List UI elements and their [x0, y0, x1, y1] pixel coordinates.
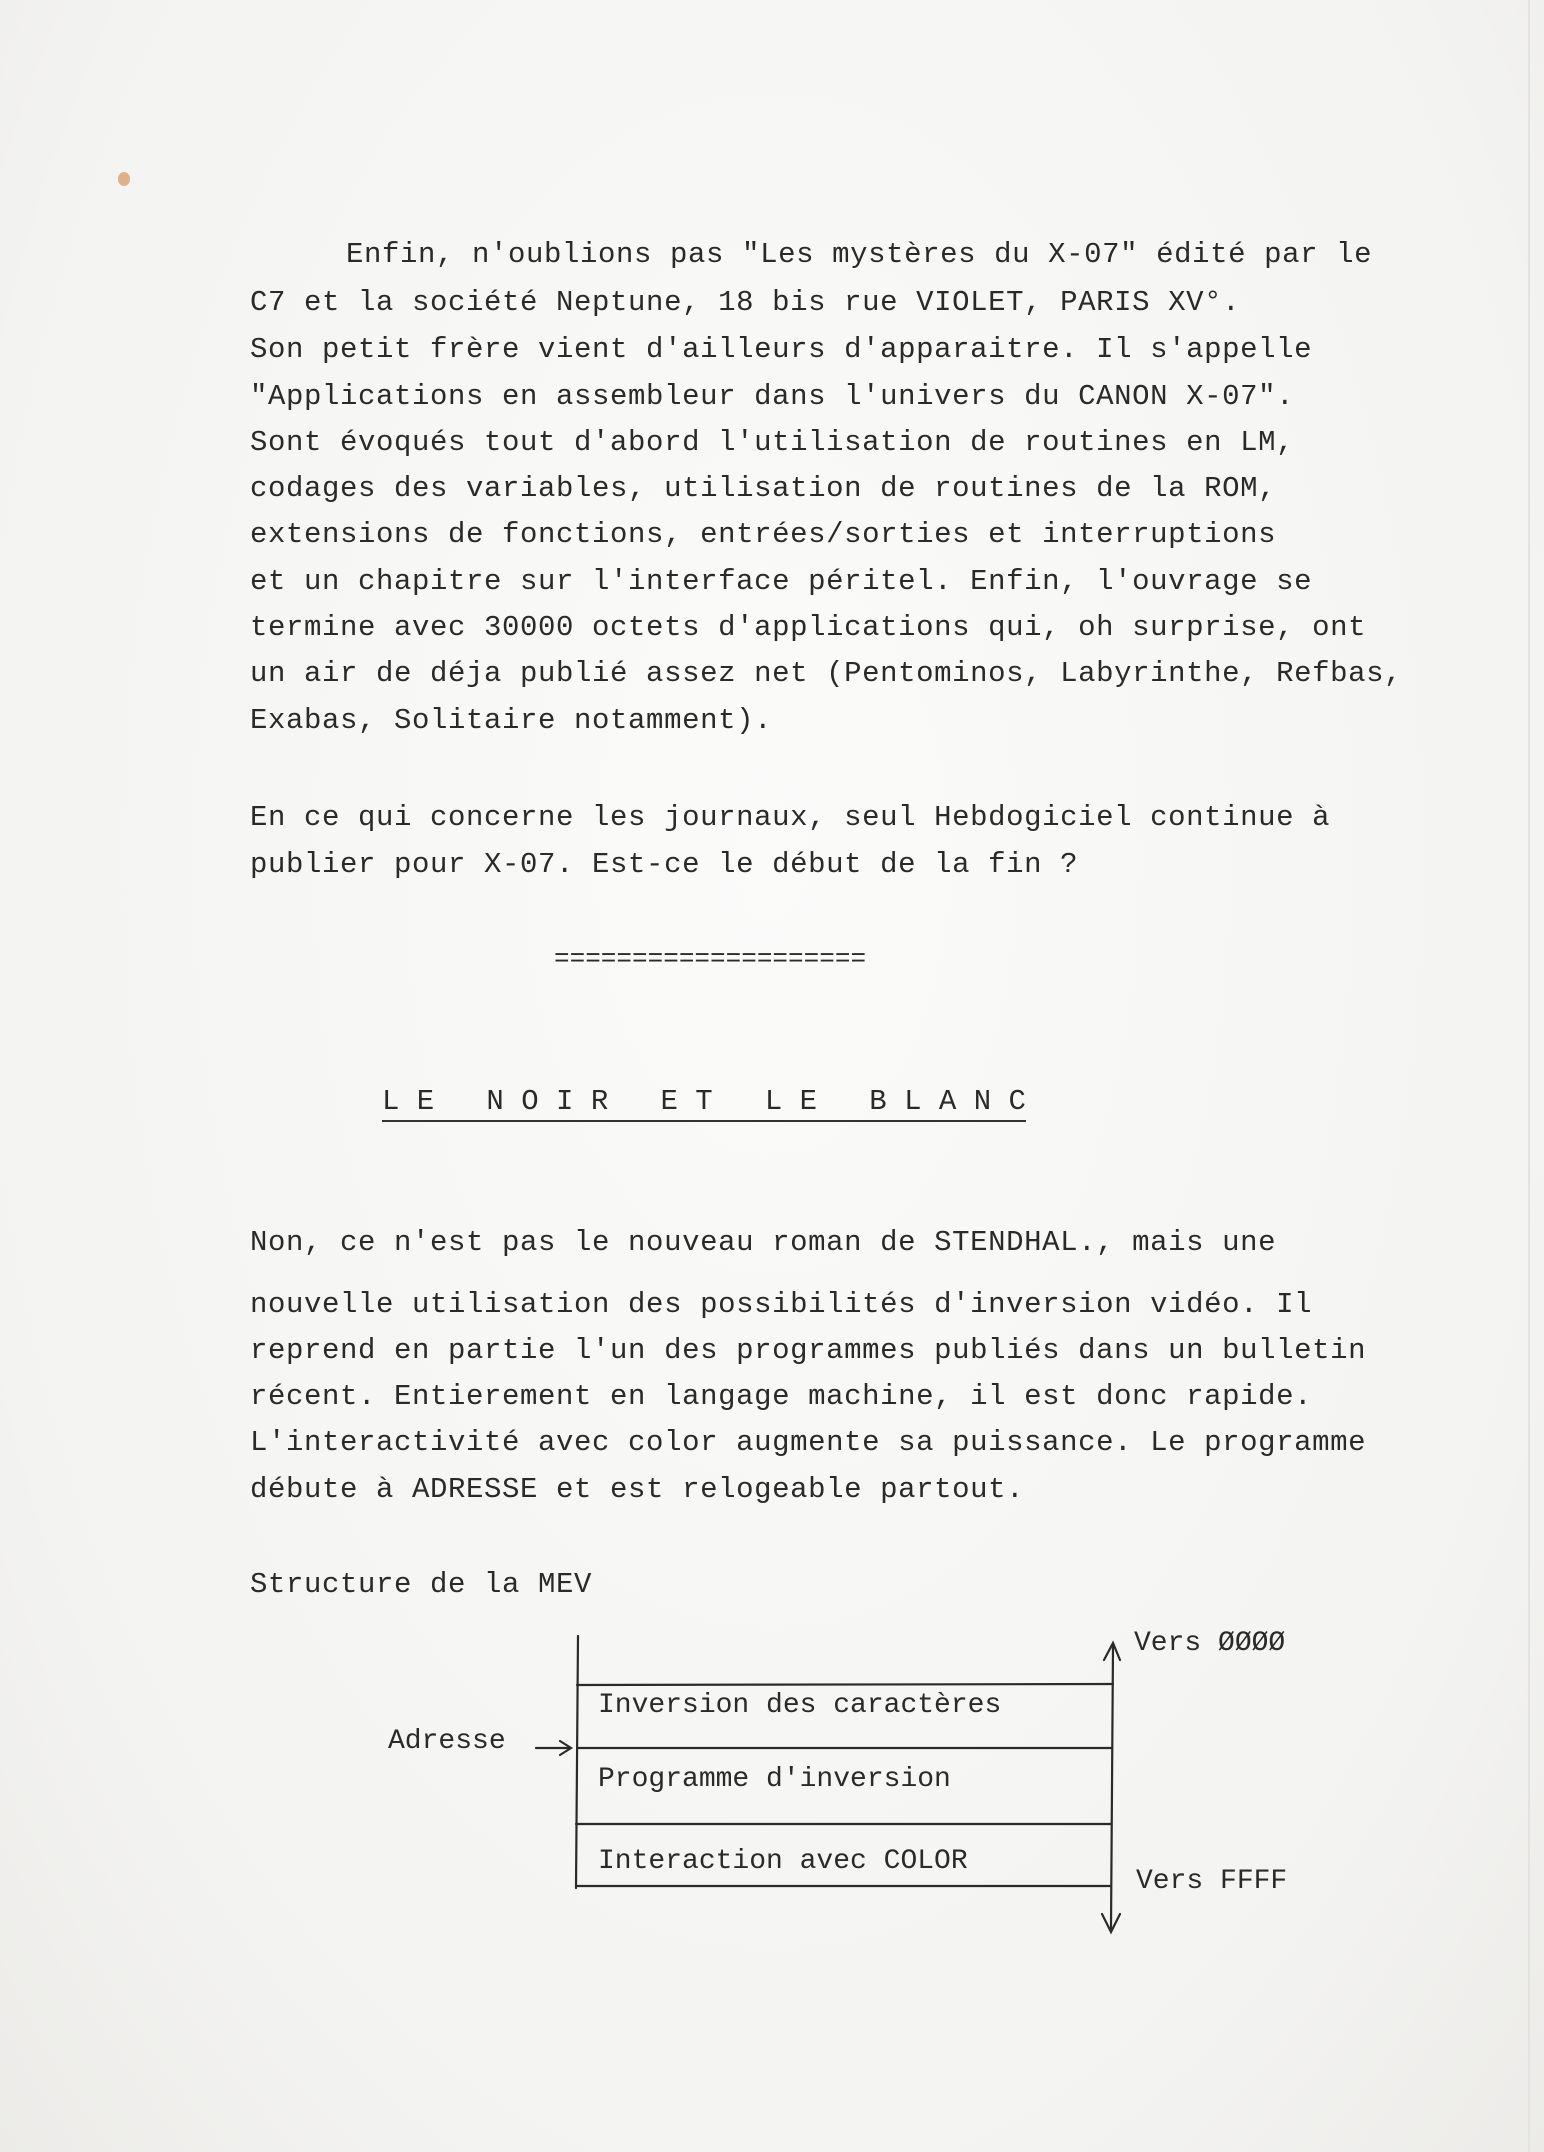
text-line: extensions de fonctions, entrées/sorties et interruptions: [250, 518, 1277, 551]
text-line: débute à ADRESSE et est relogeable partout.: [250, 1473, 1025, 1506]
text-line: nouvelle utilisation des possibilités d'inversion vidéo. Il: [250, 1288, 1313, 1321]
diagram-divider: [577, 1684, 1113, 1685]
text-line: "Applications en assembleur dans l'univers du CANON X-07".: [250, 380, 1295, 413]
diagram-block-label: Inversion des caractères: [598, 1690, 1002, 1721]
bottom-address-label: Vers FFFF: [1136, 1866, 1288, 1897]
diagram-right-border: [1111, 1646, 1113, 1928]
text-line: publier pour X-07. Est-ce le début de la fin ?: [250, 848, 1079, 881]
address-label: Adresse: [388, 1726, 506, 1757]
text-line: Non, ce n'est pas le nouveau roman de STENDHAL., mais une: [250, 1226, 1277, 1259]
text-line: Son petit frère vient d'ailleurs d'apparaitre. Il s'appelle: [250, 333, 1313, 366]
top-address-label: Vers ØØØØ: [1134, 1628, 1286, 1659]
text-line: un air de déja publié assez net (Pentominos, Labyrinthe, Refbas,: [250, 657, 1403, 690]
text-line: codages des variables, utilisation de routines de la ROM,: [250, 472, 1277, 505]
structure-heading: Structure de la MEV: [250, 1568, 593, 1601]
text-line: C7 et la société Neptune, 18 bis rue VIOLET, PARIS XV°.: [250, 286, 1241, 319]
text-line: En ce qui concerne les journaux, seul Hebdogiciel continue à: [250, 801, 1331, 834]
diagram-block-label: Interaction avec COLOR: [598, 1846, 968, 1877]
diagram-left-border: [576, 1636, 578, 1888]
diagram-block-label: Programme d'inversion: [598, 1764, 951, 1795]
section-title: L E N O I R E T L E B L A N C: [382, 1085, 1026, 1122]
separator-line: ====================: [554, 944, 867, 974]
text-line: reprend en partie l'un des programmes publiés dans un bulletin: [250, 1334, 1367, 1367]
text-line: Enfin, n'oublions pas "Les mystères du X-07" édité par le: [346, 238, 1373, 271]
text-line: L'interactivité avec color augmente sa puissance. Le programme: [250, 1426, 1367, 1459]
text-line: et un chapitre sur l'interface péritel. Enfin, l'ouvrage se: [250, 565, 1313, 598]
text-line: récent. Entierement en langage machine, il est donc rapide.: [250, 1380, 1313, 1413]
text-line: Exabas, Solitaire notamment).: [250, 704, 773, 737]
text-line: termine avec 30000 octets d'applications qui, oh surprise, ont: [250, 611, 1367, 644]
text-line: Sont évoqués tout d'abord l'utilisation de routines en LM,: [250, 426, 1295, 459]
